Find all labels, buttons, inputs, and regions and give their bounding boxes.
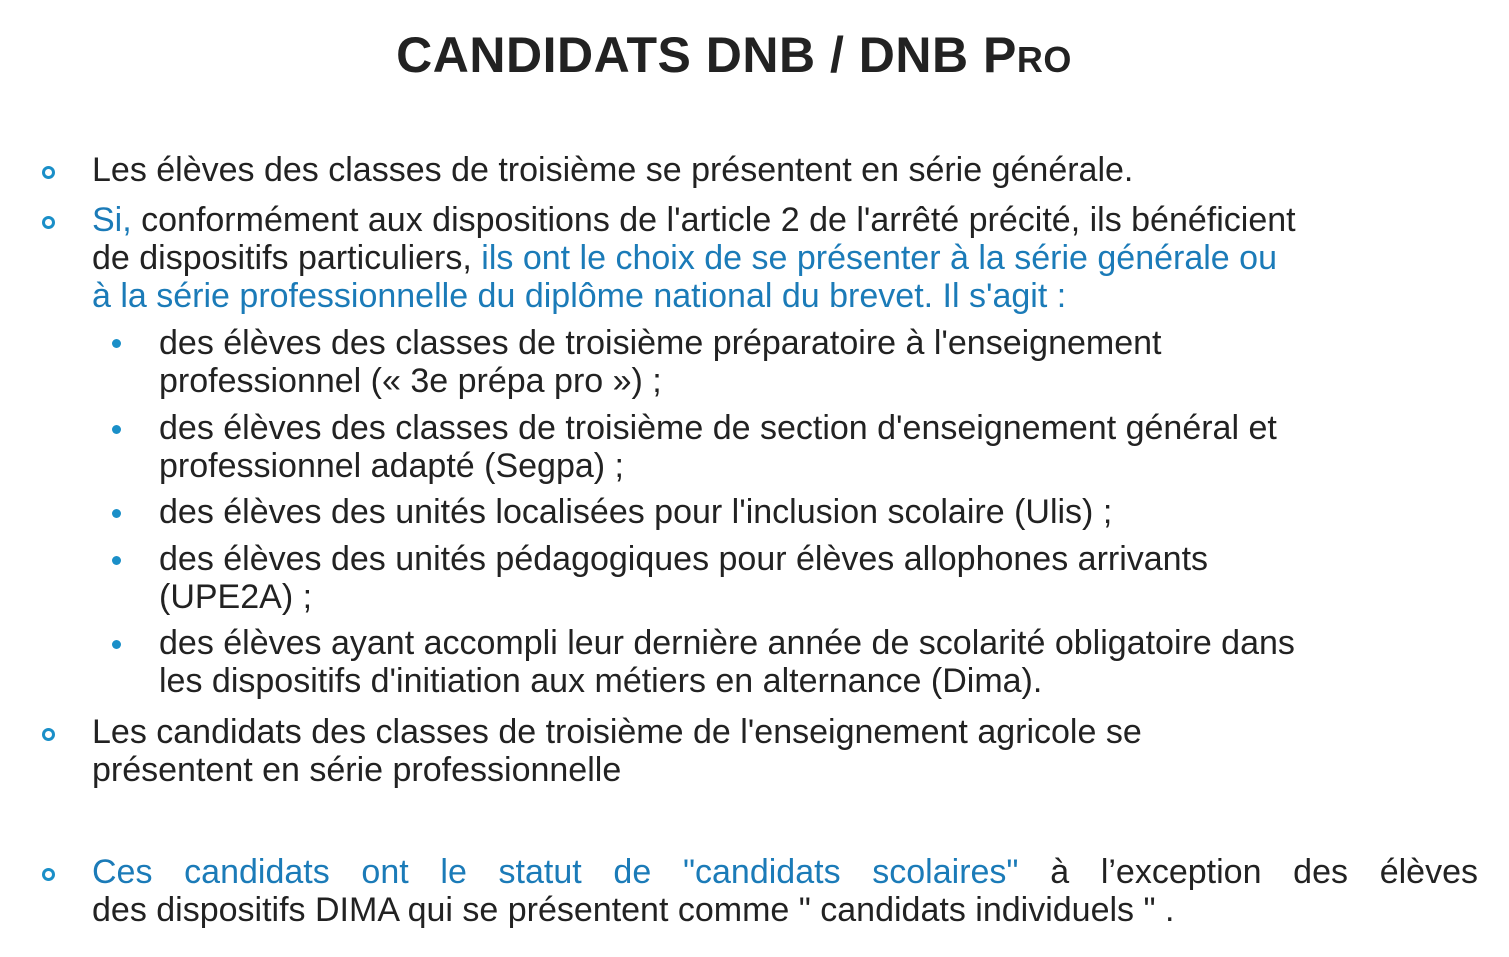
bullet-text-highlight: à la série professionnelle du diplôme national du brevet. Il s'agit : [92, 277, 1067, 315]
sub-bullet-text: (UPE2A) ; [159, 578, 313, 616]
circle-bullet-icon [42, 728, 55, 741]
bullet-serie-generale [92, 151, 1133, 189]
sub-bullet-text: les dispositifs d'initiation aux métiers en alternance (Dima). [159, 662, 1043, 700]
circle-bullet-icon [42, 216, 55, 229]
bullet-text: conformément aux dispositions de l'article 2 de l'arrêté précité, ils bénéficient [131, 201, 1296, 239]
bullet-text-highlight: ils ont le choix de se présenter à la série générale ou [481, 239, 1277, 277]
sub-bullet-text: des élèves des unités pédagogiques pour élèves allophones arrivants [159, 540, 1209, 578]
sub-bullet-dima [159, 624, 1295, 700]
sub-bullet-upe2a [159, 540, 1208, 616]
sub-bullet-prepa-pro [159, 324, 1162, 400]
bullet-text: à l’exception des élèves [1018, 853, 1478, 891]
dot-bullet-icon [112, 556, 121, 565]
dot-bullet-icon [112, 425, 121, 434]
bullet-text: Les élèves des classes de troisième se présentent en série générale. [92, 151, 1134, 189]
sub-bullet-text: des élèves des classes de troisième de section d'enseignement général et [159, 409, 1277, 447]
circle-bullet-icon [42, 166, 55, 179]
sub-bullet-text: professionnel (« 3e prépa pro ») ; [159, 362, 662, 400]
bullet-enseignement-agricole [92, 713, 1142, 789]
bullet-statut-candidats [92, 853, 1478, 929]
dot-bullet-icon [112, 640, 121, 649]
dot-bullet-icon [112, 509, 121, 518]
slide-title [0, 26, 1468, 84]
circle-bullet-icon [42, 868, 55, 881]
bullet-choix-serie [92, 201, 1296, 315]
sub-bullet-ulis [159, 493, 1112, 531]
sub-bullet-text: des élèves des classes de troisième préparatoire à l'enseignement [159, 324, 1162, 362]
bullet-text: Les candidats des classes de troisième de l'enseignement agricole se [92, 713, 1142, 751]
bullet-text-highlight: Ces candidats ont le statut de "candidats scolaires" [92, 853, 1019, 891]
title-small-caps: RO [1016, 39, 1072, 80]
dot-bullet-icon [112, 339, 121, 348]
sub-bullet-segpa [159, 409, 1277, 485]
bullet-text: de dispositifs particuliers, [92, 239, 482, 277]
title-main: CANDIDATS DNB / DNB P [396, 27, 1017, 83]
bullet-text: présentent en série professionnelle [92, 751, 622, 789]
sub-bullet-text: professionnel adapté (Segpa) ; [159, 447, 624, 485]
bullet-text-highlight: Si, [92, 201, 132, 239]
sub-bullet-text: des élèves des unités localisées pour l'inclusion scolaire (Ulis) ; [159, 493, 1113, 531]
sub-bullet-text: des élèves ayant accompli leur dernière année de scolarité obligatoire dans [159, 624, 1295, 662]
bullet-text: des dispositifs DIMA qui se présentent comme " candidats individuels " . [92, 891, 1175, 929]
